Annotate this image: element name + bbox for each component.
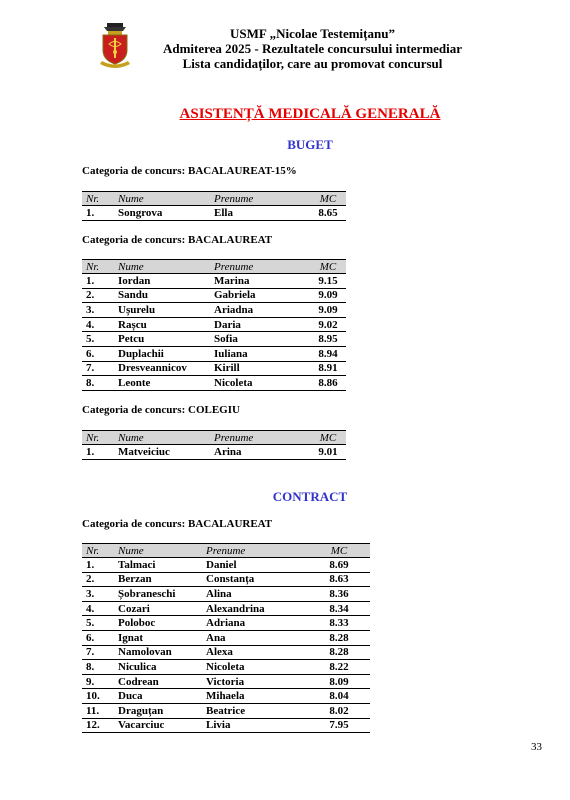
cell-mc: 8.65 (310, 206, 346, 221)
table-row (82, 332, 346, 347)
col-nr-header: Nr. (82, 431, 114, 445)
table-row (82, 206, 346, 221)
cell-name: Iordan (114, 274, 210, 289)
table-row (82, 572, 370, 587)
cell-mc: 8.69 (308, 558, 370, 573)
cell-first: Arina (210, 445, 310, 460)
cell-mc: 8.28 (308, 645, 370, 660)
table-row (82, 703, 370, 718)
cell-name: Niculica (114, 660, 202, 675)
cell-mc: 8.94 (310, 346, 346, 361)
table-header-row (82, 260, 346, 274)
cell-mc: 9.02 (310, 317, 346, 332)
cell-first: Alexandrina (202, 601, 308, 616)
cell-first: Gabriela (210, 288, 310, 303)
section-contract-title: CONTRACT (272, 489, 348, 504)
cell-nr: 4. (82, 601, 114, 616)
col-name-header: Nume (114, 431, 210, 445)
cell-name: Ușurelu (114, 303, 210, 318)
table-row (82, 718, 370, 733)
cell-mc: 8.95 (310, 332, 346, 347)
cell-first: Nicoleta (210, 376, 310, 391)
results-table (82, 543, 370, 733)
header-admission: Admiterea 2025 - Rezultatele concursului intermediar (162, 41, 463, 56)
section-buget-title: BUGET (287, 137, 333, 152)
cell-nr: 2. (82, 288, 114, 303)
cell-nr: 6. (82, 630, 114, 645)
cell-name: Draguțan (114, 703, 202, 718)
category-label: Categoria de concurs: COLEGIU (82, 404, 240, 416)
cell-first: Ariadna (210, 303, 310, 318)
cell-mc: 8.02 (308, 703, 370, 718)
table-row (82, 361, 346, 376)
cell-first: Mihaela (202, 689, 308, 704)
cell-name: Matveiciuc (114, 445, 210, 460)
table-header-row (82, 192, 346, 206)
cell-nr: 1. (82, 206, 114, 221)
page-number: 33 (531, 741, 542, 753)
cell-nr: 3. (82, 587, 114, 602)
col-name-header: Nume (114, 260, 210, 274)
header-list-title: Lista candidaților, care au promovat concursul (182, 56, 443, 71)
table-header-row (82, 544, 370, 558)
table-row (82, 601, 370, 616)
cell-mc: 8.28 (308, 630, 370, 645)
cell-mc: 8.91 (310, 361, 346, 376)
table-row (82, 376, 346, 391)
cell-mc: 9.09 (310, 288, 346, 303)
table-row (82, 445, 346, 460)
col-mc-header: MC (310, 260, 346, 274)
cell-nr: 10. (82, 689, 114, 704)
cell-nr: 7. (82, 645, 114, 660)
cell-name: Ignat (114, 630, 202, 645)
cell-nr: 4. (82, 317, 114, 332)
col-first-header: Prenume (202, 544, 308, 558)
cell-mc: 7.95 (308, 718, 370, 733)
cell-nr: 5. (82, 616, 114, 631)
table-header-row (82, 431, 346, 445)
col-mc-header: MC (310, 431, 346, 445)
cell-name: Leonte (114, 376, 210, 391)
cell-nr: 11. (82, 703, 114, 718)
table-row (82, 558, 370, 573)
cell-name: Talmaci (114, 558, 202, 573)
col-nr-header: Nr. (82, 260, 114, 274)
cell-nr: 8. (82, 660, 114, 675)
cell-first: Ana (202, 630, 308, 645)
table-row (82, 630, 370, 645)
table-row (82, 674, 370, 689)
cell-nr: 2. (82, 572, 114, 587)
table-row (82, 303, 346, 318)
results-table (82, 259, 346, 391)
cell-name: Petcu (114, 332, 210, 347)
cell-mc: 8.09 (308, 674, 370, 689)
cell-first: Daria (210, 317, 310, 332)
table-row (82, 645, 370, 660)
specialty-title: ASISTENȚĂ MEDICALĂ GENERALĂ (179, 106, 441, 122)
cell-name: Cozari (114, 601, 202, 616)
university-crest-logo (99, 22, 131, 72)
results-table (82, 191, 346, 221)
col-first-header: Prenume (210, 260, 310, 274)
cell-mc: 9.09 (310, 303, 346, 318)
cell-nr: 1. (82, 274, 114, 289)
col-mc-header: MC (308, 544, 370, 558)
col-first-header: Prenume (210, 431, 310, 445)
cell-nr: 5. (82, 332, 114, 347)
cell-first: Victoria (202, 674, 308, 689)
cell-name: Namolovan (114, 645, 202, 660)
col-name-header: Nume (114, 192, 210, 206)
cell-first: Iuliana (210, 346, 310, 361)
col-name-header: Nume (114, 544, 202, 558)
cell-first: Livia (202, 718, 308, 733)
cell-nr: 1. (82, 558, 114, 573)
cell-name: Duca (114, 689, 202, 704)
cell-first: Nicoleta (202, 660, 308, 675)
cell-first: Marina (210, 274, 310, 289)
cell-name: Codrean (114, 674, 202, 689)
cell-name: Șobraneschi (114, 587, 202, 602)
cell-name: Sandu (114, 288, 210, 303)
cell-mc: 9.15 (310, 274, 346, 289)
cell-name: Rașcu (114, 317, 210, 332)
cell-mc: 8.22 (308, 660, 370, 675)
cell-mc: 8.63 (308, 572, 370, 587)
table-row (82, 660, 370, 675)
table-row (82, 274, 346, 289)
cell-mc: 9.01 (310, 445, 346, 460)
cell-name: Duplachii (114, 346, 210, 361)
cell-first: Alina (202, 587, 308, 602)
cell-mc: 8.04 (308, 689, 370, 704)
cell-nr: 12. (82, 718, 114, 733)
cell-first: Alexa (202, 645, 308, 660)
category-label: Categoria de concurs: BACALAUREAT (82, 234, 273, 246)
cell-first: Daniel (202, 558, 308, 573)
cell-mc: 8.36 (308, 587, 370, 602)
cell-first: Beatrice (202, 703, 308, 718)
cell-name: Berzan (114, 572, 202, 587)
cell-name: Dresveannicov (114, 361, 210, 376)
cell-first: Sofia (210, 332, 310, 347)
cell-nr: 9. (82, 674, 114, 689)
cell-first: Adriana (202, 616, 308, 631)
cell-first: Kirill (210, 361, 310, 376)
document-header (140, 26, 485, 71)
cell-mc: 8.34 (308, 601, 370, 616)
category-label: Categoria de concurs: BACALAUREAT (82, 518, 273, 530)
table-row (82, 346, 346, 361)
table-row (82, 616, 370, 631)
col-nr-header: Nr. (82, 544, 114, 558)
cell-mc: 8.86 (310, 376, 346, 391)
col-first-header: Prenume (210, 192, 310, 206)
table-row (82, 288, 346, 303)
cell-first: Ella (210, 206, 310, 221)
cell-nr: 7. (82, 361, 114, 376)
results-table (82, 430, 346, 460)
cell-name: Vacarciuc (114, 718, 202, 733)
table-row (82, 317, 346, 332)
cell-name: Songrova (114, 206, 210, 221)
header-university: USMF „Nicolae Testemițanu” (230, 26, 395, 41)
cell-mc: 8.33 (308, 616, 370, 631)
cell-nr: 6. (82, 346, 114, 361)
table-row (82, 689, 370, 704)
col-nr-header: Nr. (82, 192, 114, 206)
cell-name: Poloboc (114, 616, 202, 631)
table-row (82, 587, 370, 602)
cell-nr: 3. (82, 303, 114, 318)
cell-nr: 1. (82, 445, 114, 460)
col-mc-header: MC (310, 192, 346, 206)
cell-nr: 8. (82, 376, 114, 391)
category-label: Categoria de concurs: BACALAUREAT-15% (82, 165, 297, 177)
cell-first: Constanța (202, 572, 308, 587)
